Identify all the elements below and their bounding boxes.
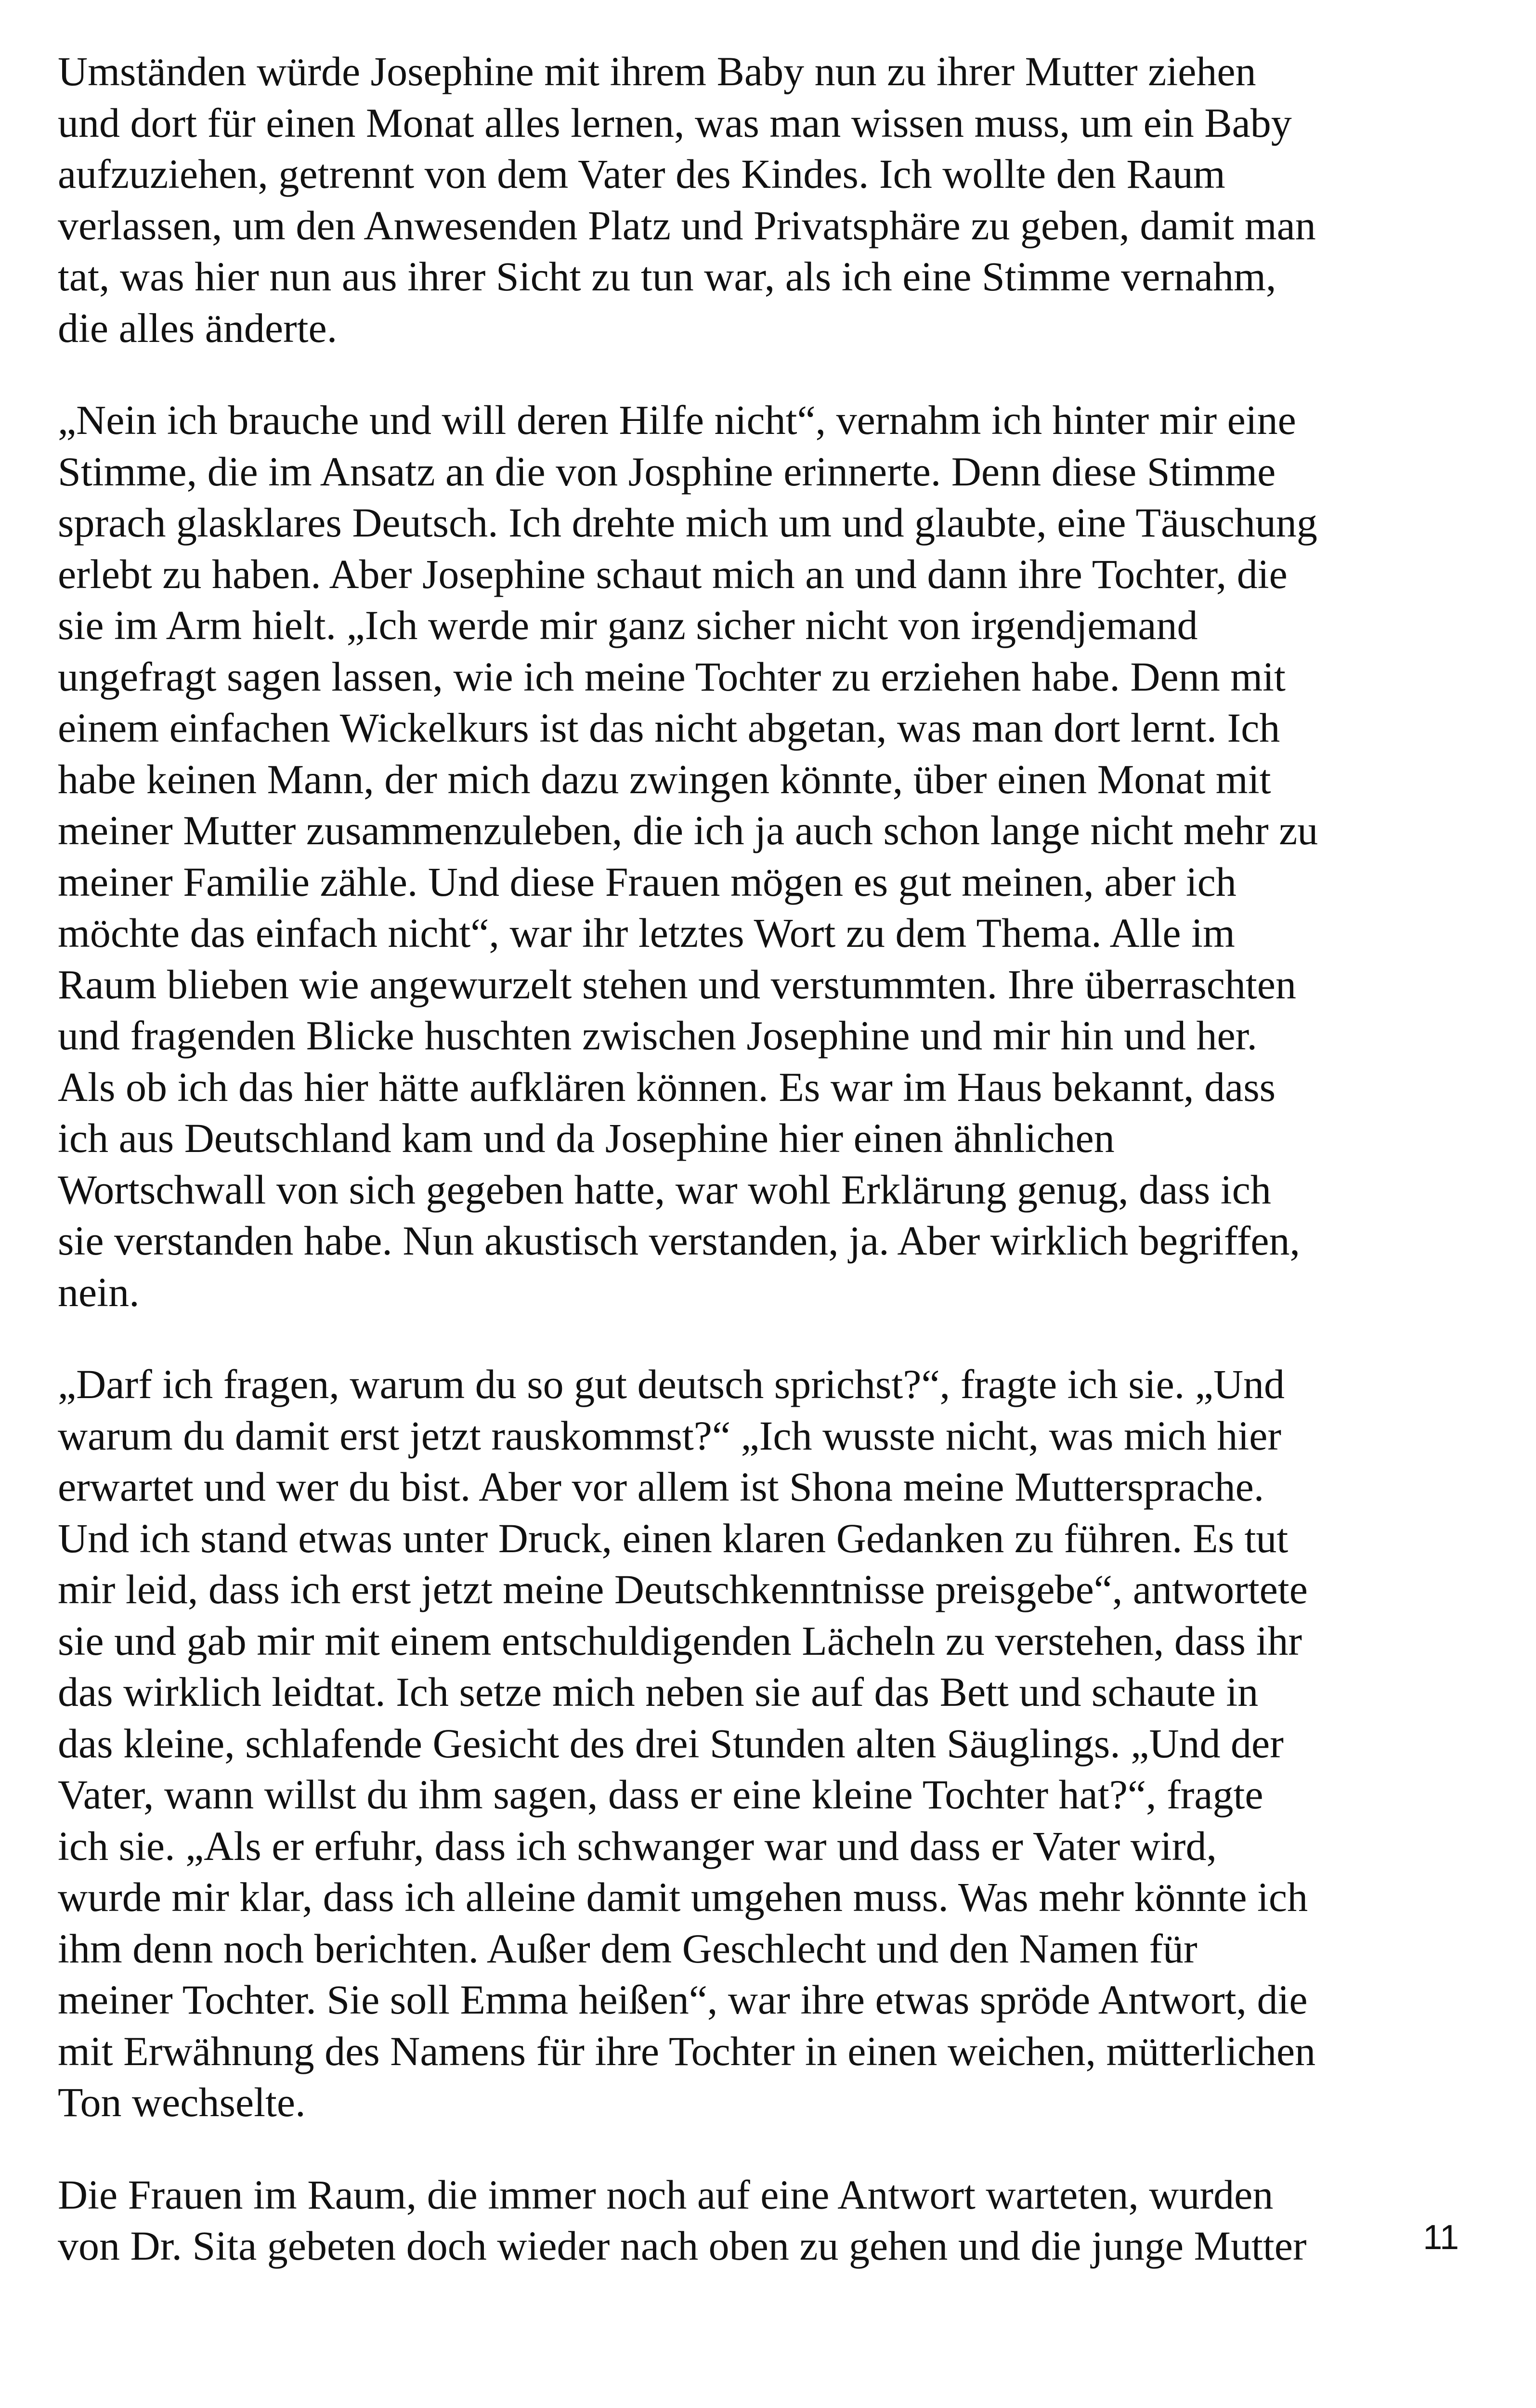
text-line: Und ich stand etwas unter Druck, einen klaren Gedanken zu führen. Es tut: [58, 1515, 1289, 1561]
text-line: „Nein ich brauche und will deren Hilfe nicht“, vernahm ich hinter mir eine: [58, 397, 1296, 443]
text-line: Die Frauen im Raum, die immer noch auf eine Antwort warteten, wurden: [58, 2171, 1274, 2218]
text-line: erlebt zu haben. Aber Josephine schaut mich an und dann ihre Tochter, die: [58, 550, 1288, 597]
text-line: ich aus Deutschland kam und da Josephine hier einen ähnlichen: [58, 1115, 1115, 1161]
text-line: und fragenden Blicke huschten zwischen Josephine und mir hin und her.: [58, 1012, 1258, 1059]
text-line: sprach glasklares Deutsch. Ich drehte mich um und glaubte, eine Täuschung: [58, 499, 1317, 546]
text-line: sie und gab mir mit einem entschuldigenden Lächeln zu verstehen, dass ihr: [58, 1617, 1302, 1664]
text-line: mit Erwähnung des Namens für ihre Tochter in einen weichen, mütterlichen: [58, 2028, 1316, 2074]
text-line: mir leid, dass ich erst jetzt meine Deutschkenntnisse preisgebe“, antwortete: [58, 1566, 1308, 1612]
text-line: verlassen, um den Anwesenden Platz und Privatsphäre zu geben, damit man: [58, 202, 1316, 249]
text-line: und dort für einen Monat alles lernen, was man wissen muss, um ein Baby: [58, 99, 1292, 146]
text-line: warum du damit erst jetzt rauskommst?“ „Ich wusste nicht, was mich hier: [58, 1412, 1282, 1459]
text-line: nein.: [58, 1269, 140, 1315]
paragraph-1: [58, 46, 1416, 353]
text-line: „Darf ich fragen, warum du so gut deutsch sprichst?“, fragte ich sie. „Und: [58, 1361, 1285, 1407]
text-line: tat, was hier nun aus ihrer Sicht zu tun war, als ich eine Stimme vernahm,: [58, 253, 1276, 300]
text-line: möchte das einfach nicht“, war ihr letztes Wort zu dem Thema. Alle im: [58, 910, 1235, 956]
text-line: aufzuziehen, getrennt von dem Vater des Kindes. Ich wollte den Raum: [58, 151, 1225, 197]
text-line: meiner Tochter. Sie soll Emma heißen“, war ihre etwas spröde Antwort, die: [58, 1976, 1308, 2023]
text-line: einem einfachen Wickelkurs ist das nicht abgetan, was man dort lernt. Ich: [58, 705, 1280, 751]
text-line: erwartet und wer du bist. Aber vor allem ist Shona meine Muttersprache.: [58, 1464, 1264, 1510]
text-line: das kleine, schlafende Gesicht des drei Stunden alten Säuglings. „Und der: [58, 1720, 1284, 1767]
text-line: Wortschwall von sich gegeben hatte, war wohl Erklärung genug, dass ich: [58, 1166, 1271, 1213]
text-line: habe keinen Mann, der mich dazu zwingen könnte, über einen Monat mit: [58, 756, 1271, 802]
page-body: [58, 46, 1416, 2313]
text-line: wurde mir klar, dass ich alleine damit umgehen muss. Was mehr könnte ich: [58, 1874, 1308, 1920]
text-line: die alles änderte.: [58, 304, 338, 351]
text-line: Raum blieben wie angewurzelt stehen und verstummten. Ihre überraschten: [58, 961, 1296, 1008]
text-line: Umständen würde Josephine mit ihrem Baby nun zu ihrer Mutter ziehen: [58, 48, 1256, 94]
paragraph-4: [58, 2169, 1416, 2272]
text-line: ihm denn noch berichten. Außer dem Geschlecht und den Namen für: [58, 1925, 1198, 1972]
text-line: von Dr. Sita gebeten doch wieder nach oben zu gehen und die junge Mutter: [58, 2223, 1307, 2269]
text-line: sie im Arm hielt. „Ich werde mir ganz sicher nicht von irgendjemand: [58, 602, 1198, 648]
text-line: Ton wechselte.: [58, 2079, 306, 2125]
text-line: ungefragt sagen lassen, wie ich meine Tochter zu erziehen habe. Denn mit: [58, 653, 1286, 700]
paragraph-3: [58, 1359, 1416, 2128]
text-line: Als ob ich das hier hätte aufklären können. Es war im Haus bekannt, dass: [58, 1063, 1276, 1110]
text-line: Stimme, die im Ansatz an die von Josphine erinnerte. Denn diese Stimme: [58, 448, 1276, 495]
text-line: das wirklich leidtat. Ich setze mich neben sie auf das Bett und schaute in: [58, 1669, 1259, 1715]
page-number: 11: [1423, 2218, 1459, 2257]
paragraph-2: [58, 394, 1416, 1318]
text-line: meiner Mutter zusammenzuleben, die ich ja auch schon lange nicht mehr zu: [58, 807, 1318, 853]
text-line: Vater, wann willst du ihm sagen, dass er eine kleine Tochter hat?“, fragte: [58, 1771, 1263, 1818]
text-line: ich sie. „Als er erfuhr, dass ich schwanger war und dass er Vater wird,: [58, 1822, 1217, 1869]
text-line: sie verstanden habe. Nun akustisch verstanden, ja. Aber wirklich begriffen,: [58, 1217, 1300, 1264]
text-line: meiner Familie zähle. Und diese Frauen mögen es gut meinen, aber ich: [58, 858, 1237, 905]
